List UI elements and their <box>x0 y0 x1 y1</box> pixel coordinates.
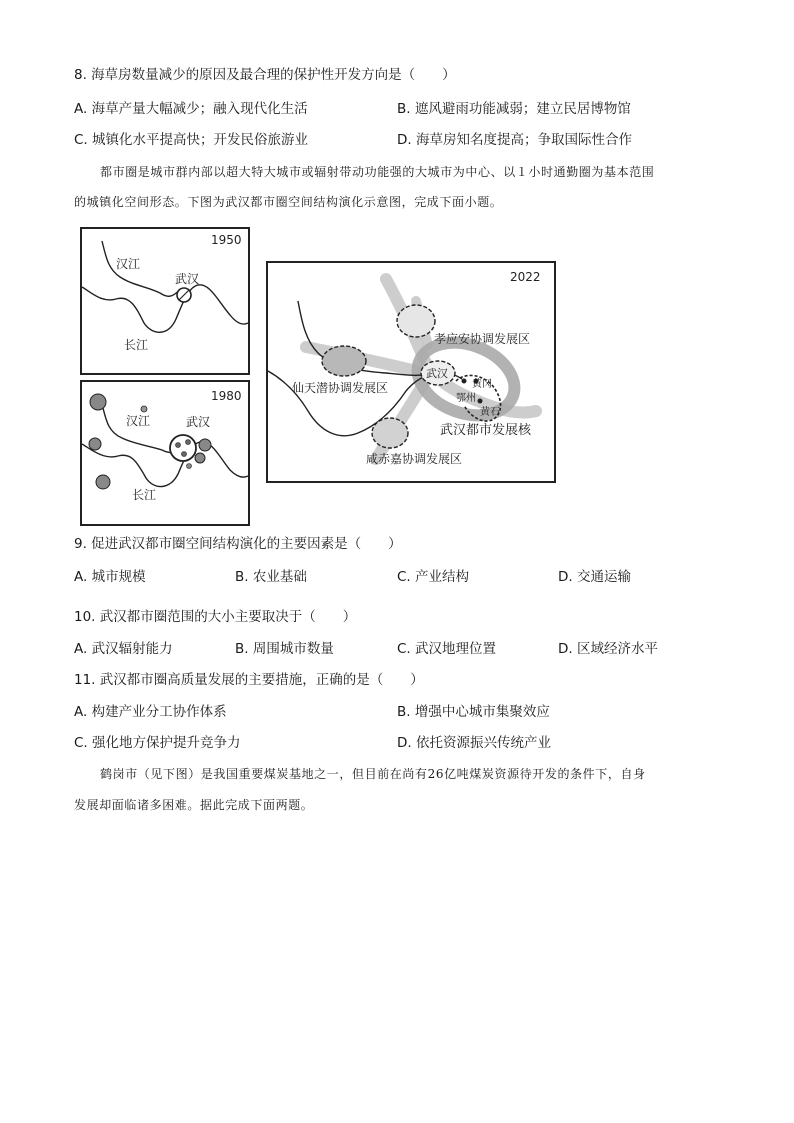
year-label-2022: 2022 <box>510 270 541 284</box>
xiantian-zone-ellipse <box>322 346 366 376</box>
q10-option-d: D. 区域经济水平 <box>558 641 658 657</box>
q11-option-d: D. 依托资源振兴传统产业 <box>397 735 551 751</box>
year-label-1980: 1980 <box>211 389 242 403</box>
intro-paragraph-line-2: 的城镇化空间形态。下图为武汉都市圈空间结构演化示意图，完成下面小题。 <box>74 195 503 209</box>
map-2022 <box>266 261 556 483</box>
q11-option-c: C. 强化地方保护提升竞争力 <box>74 735 241 751</box>
intro2-paragraph-line-1: 鹤岗市（见下图）是我国重要煤炭基地之一，但目前在尚有26亿吨煤炭资源待开发的条件下，自身 <box>100 767 646 781</box>
q9-option-a: A. 城市规模 <box>74 569 146 585</box>
intro-paragraph-line-1: 都市圈是城市群内部以超大特大城市或辐射带动功能强的大城市为中心、以１小时通勤圈为基本范围 <box>100 165 655 179</box>
q11-stem: 11. 武汉都市圈高质量发展的主要措施，正确的是（ ） <box>74 672 424 688</box>
map-1950-frame <box>81 228 249 374</box>
district-dot-1980 <box>186 440 191 445</box>
q10-option-a: A. 武汉辐射能力 <box>74 641 173 657</box>
satellite-city-1980 <box>89 438 101 450</box>
q11-option-b: B. 增强中心城市集聚效应 <box>397 704 550 720</box>
xianchi-zone-ellipse <box>372 418 408 448</box>
q8-option-c: C. 城镇化水平提高快；开发民俗旅游业 <box>74 132 309 148</box>
satellite-city-1980 <box>195 453 205 463</box>
ezhou-label: 鄂州 <box>456 393 476 404</box>
district-dot-1980 <box>182 452 187 457</box>
wuhan-label-1950: 武汉 <box>175 272 200 286</box>
satellite-city-1980 <box>90 394 106 410</box>
district-dot-1980 <box>187 464 192 469</box>
satellite-city-1980 <box>199 439 211 451</box>
changjiang-label-1950: 长江 <box>124 338 149 352</box>
q9-option-d: D. 交通运输 <box>558 569 631 585</box>
satellite-city-1980 <box>96 475 110 489</box>
hanjiang-label-1950: 汉江 <box>116 257 141 271</box>
year-label-1950: 1950 <box>211 233 242 247</box>
huanggang-dot <box>462 379 467 384</box>
xianchi-zone-label: 咸赤嘉协调发展区 <box>366 452 463 466</box>
q9-option-c: C. 产业结构 <box>397 569 470 585</box>
q10-stem: 10. 武汉都市圈范围的大小主要取决于（ ） <box>74 609 357 625</box>
district-dot-1980 <box>176 443 181 448</box>
satellite-city-1980 <box>141 406 147 412</box>
intro2-paragraph-line-2: 发展却面临诸多困难。据此完成下面两题。 <box>74 798 314 812</box>
huangshi-label: 黄石 <box>480 407 500 418</box>
xiaoying-zone-label: 孝应安协调发展区 <box>434 332 531 346</box>
q9-option-b: B. 农业基础 <box>235 569 307 585</box>
huanggang-label: 黄冈 <box>472 379 492 390</box>
changjiang-label-1980: 长江 <box>132 488 157 502</box>
wuhan-label-1980: 武汉 <box>186 415 211 429</box>
wuhan-label-2022: 武汉 <box>426 367 448 380</box>
xiaoying-zone-ellipse <box>397 305 435 337</box>
q8-stem: 8. 海草房数量减少的原因及最合理的保护性开发方向是（ ） <box>74 67 456 83</box>
wuhan-city-marker-1980 <box>170 435 196 461</box>
hanjiang-label-1980: 汉江 <box>126 414 151 428</box>
map-1950 <box>80 227 250 375</box>
q10-option-c: C. 武汉地理位置 <box>397 641 497 657</box>
huangshi-dot <box>478 399 483 404</box>
wuhan-core-label: 武汉都市发展核 <box>440 423 532 438</box>
q9-stem: 9. 促进武汉都市圈空间结构演化的主要因素是（ ） <box>74 536 402 552</box>
map-1980 <box>80 380 250 526</box>
q8-option-b: B. 遮风避雨功能减弱；建立民居博物馆 <box>397 101 631 117</box>
q11-option-a: A. 构建产业分工协作体系 <box>74 704 227 720</box>
q8-option-a: A. 海草产量大幅减少；融入现代化生活 <box>74 101 308 117</box>
q8-option-d: D. 海草房知名度提高；争取国际性合作 <box>397 132 632 148</box>
q10-option-b: B. 周围城市数量 <box>235 641 334 657</box>
xiantian-zone-label: 仙天潜协调发展区 <box>292 381 389 395</box>
